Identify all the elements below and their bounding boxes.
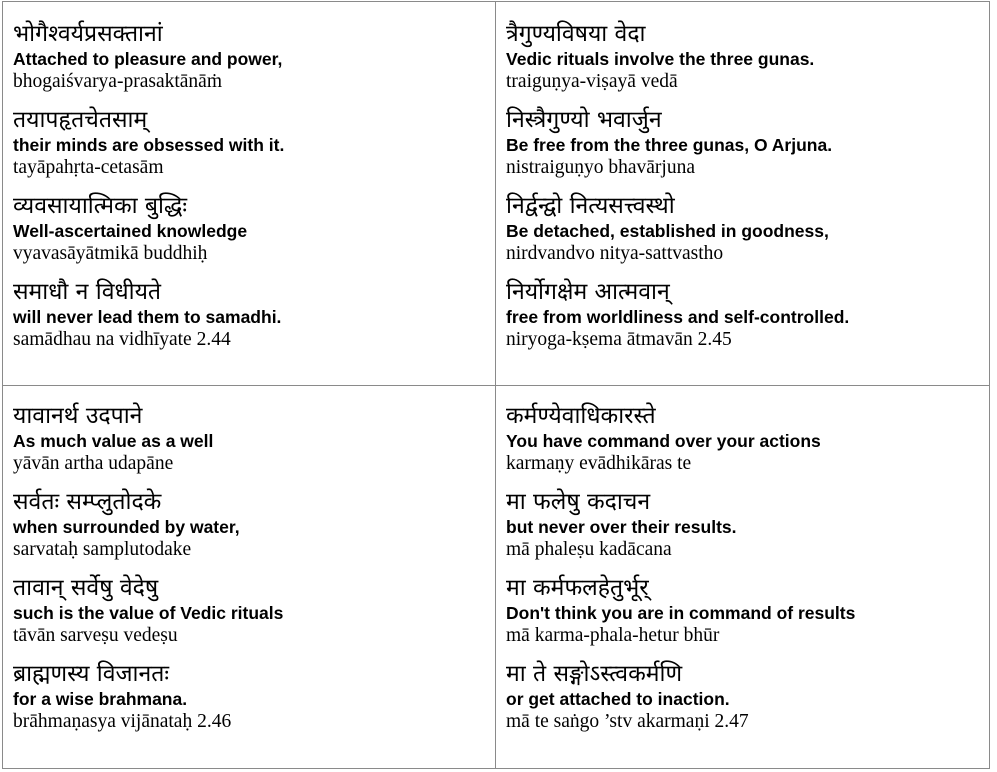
verse-line [13, 192, 495, 266]
sanskrit-text: सर्वतः सम्प्लुतोदके [13, 489, 162, 515]
english-translation: As much value as a well [13, 431, 214, 451]
verse-line [13, 574, 495, 648]
sanskrit-text: निर्द्वन्द्वो नित्यसत्त्वस्थो [506, 193, 675, 219]
english-translation: Don't think you are in command of results [506, 603, 856, 623]
verse-card-2-44 [3, 2, 496, 386]
verse-card-2-46 [3, 386, 496, 769]
english-translation: free from worldliness and self-controlled. [506, 307, 850, 327]
transliteration: karmaṇy evādhikāras te [506, 453, 692, 474]
verse-line [506, 106, 990, 180]
sanskrit-text: यावानर्थ उदपाने [13, 403, 143, 429]
sanskrit-text: निर्योगक्षेम आत्मवान् [506, 279, 670, 305]
transliteration: niryoga-kṣema ātmavān 2.45 [506, 329, 732, 350]
sanskrit-text: निस्त्रैगुण्यो भवार्जुन [506, 107, 662, 133]
transliteration: sarvataḥ samplutodake [13, 539, 192, 560]
verse-grid [2, 1, 990, 769]
verse-card-2-45 [496, 2, 990, 386]
verse-line [506, 402, 990, 476]
english-translation: Be detached, established in goodness, [506, 221, 829, 241]
transliteration: samādhau na vidhīyate 2.44 [13, 329, 231, 350]
english-translation: will never lead them to samadhi. [13, 307, 282, 327]
sanskrit-text: व्यवसायात्मिका बुद्धिः [13, 193, 188, 219]
transliteration: bhogaiśvarya-prasaktānāṁ [13, 71, 222, 92]
english-translation: Vedic rituals involve the three gunas. [506, 49, 815, 69]
verse-line [506, 660, 990, 734]
sanskrit-text: भोगैश्वर्यप्रसक्तानां [13, 21, 163, 47]
english-translation: Be free from the three gunas, O Arjuna. [506, 135, 833, 155]
english-translation: when surrounded by water, [13, 517, 240, 537]
verse-line [13, 106, 495, 180]
english-translation: or get attached to inaction. [506, 689, 730, 709]
english-translation: but never over their results. [506, 517, 737, 537]
transliteration: tayāpahṛta-cetasām [13, 157, 164, 178]
transliteration: brāhmaṇasya vijānataḥ 2.46 [13, 711, 232, 732]
transliteration: mā te saṅgo ’stv akarmaṇi 2.47 [506, 711, 749, 732]
verse-line [13, 402, 495, 476]
verse-line [13, 488, 495, 562]
verse-line [506, 574, 990, 648]
sanskrit-text: मा फलेषु कदाचन [506, 489, 651, 515]
transliteration: tāvān sarveṣu vedeṣu [13, 625, 178, 646]
sanskrit-text: कर्मण्येवाधिकारस्ते [506, 403, 656, 429]
verse-line [13, 660, 495, 734]
sanskrit-text: त्रैगुण्यविषया वेदा [506, 21, 646, 47]
verse-line [506, 192, 990, 266]
sanskrit-text: मा कर्मफलहेतुर्भूर् [506, 575, 649, 601]
sanskrit-text: समाधौ न विधीयते [13, 279, 162, 305]
verse-card-2-47 [496, 386, 990, 769]
verse-line [13, 20, 495, 94]
transliteration: mā karma-phala-hetur bhūr [506, 625, 720, 646]
sanskrit-text: मा ते सङ्गोऽस्त्वकर्मणि [506, 661, 683, 687]
sanskrit-text: तयापहृतचेतसाम् [13, 107, 148, 133]
english-translation: for a wise brahmana. [13, 689, 188, 709]
sanskrit-text: ब्राह्मणस्य विजानतः [13, 661, 170, 687]
sanskrit-text: तावान् सर्वेषु वेदेषु [13, 575, 159, 601]
transliteration: mā phaleṣu kadācana [506, 539, 672, 560]
verse-line [506, 278, 990, 352]
english-translation: their minds are obsessed with it. [13, 135, 285, 155]
english-translation: Attached to pleasure and power, [13, 49, 283, 69]
transliteration: yāvān artha udapāne [13, 453, 174, 474]
english-translation: You have command over your actions [506, 431, 821, 451]
transliteration: nirdvandvo nitya-sattvastho [506, 243, 724, 264]
verse-line [13, 278, 495, 352]
english-translation: such is the value of Vedic rituals [13, 603, 284, 623]
transliteration: nistraiguṇyo bhavārjuna [506, 157, 695, 178]
english-translation: Well-ascertained knowledge [13, 221, 248, 241]
verse-line [506, 488, 990, 562]
transliteration: vyavasāyātmikā buddhiḥ [13, 243, 208, 264]
verse-line [506, 20, 990, 94]
transliteration: traiguṇya-viṣayā vedā [506, 71, 678, 92]
